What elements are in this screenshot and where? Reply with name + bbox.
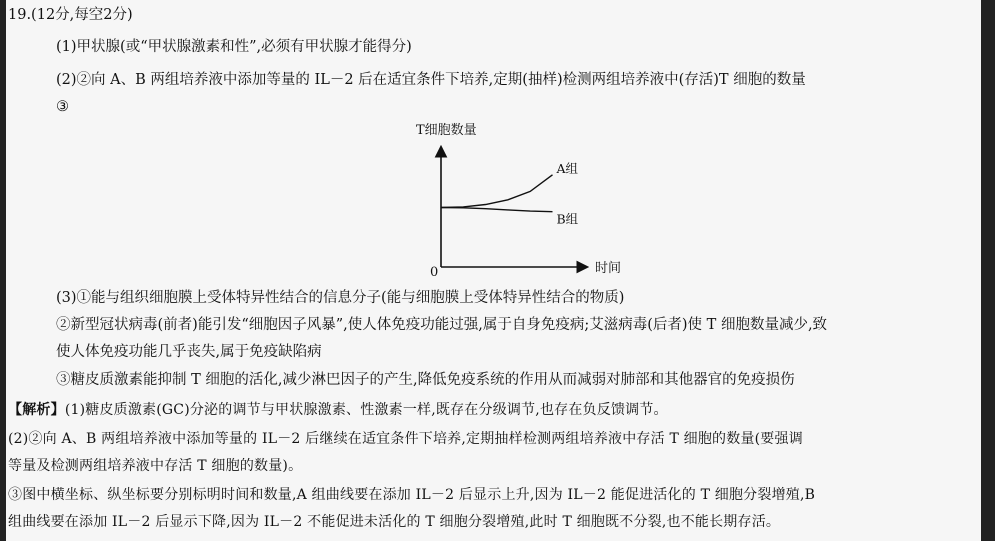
analysis-line-1 bbox=[8, 400, 668, 420]
analysis-line-3: 等量及检测两组培养液中存活 T 细胞的数量)。 bbox=[8, 458, 303, 474]
series-a-line bbox=[441, 175, 553, 208]
origin-label: 0 bbox=[430, 265, 439, 280]
analysis-line-2: (2)②向 A、B 两组培养液中添加等量的 IL－2 后继续在适宜条件下培养,定期抽样检测两组培养液中存活 T 细胞的数量(要强调 bbox=[8, 431, 803, 447]
series-a-label: A组 bbox=[556, 160, 579, 176]
analysis-line-5: 组曲线要在添加 IL－2 后显示下降,因为 IL－2 不能促进未活化的 T 细胞分裂增殖,此时 T 细胞既不分裂,也不能长期存活。 bbox=[8, 514, 781, 530]
x-axis-label: 时间 bbox=[595, 261, 622, 276]
analysis-line-4: ③图中横坐标、纵坐标要分别标明时间和数量,A 组曲线要在添加 IL－2 后显示上升,因为 IL－2 能促进活化的 T 细胞分裂增殖,B bbox=[8, 487, 816, 503]
y-axis-label: T细胞数量 bbox=[416, 123, 477, 138]
series-b-label: B组 bbox=[556, 211, 579, 227]
answer-part-3-item-3: ③糖皮质激素能抑制 T 细胞的活化,减少淋巴因子的产生,降低免疫系统的作用从而减弱对肺部和其他器官的免疫损伤 bbox=[56, 372, 795, 388]
series-b-line bbox=[441, 208, 553, 212]
t-cell-count-graph bbox=[411, 118, 641, 283]
answer-part-2-item-3-marker: ③ bbox=[56, 99, 69, 115]
analysis-text-1: (1)糖皮质激素(GC)分泌的调节与甲状腺激素、性激素一样,既存在分级调节,也存在负反馈调节。 bbox=[64, 402, 668, 418]
document-page bbox=[6, 0, 981, 541]
analysis-tag: 【解析】 bbox=[8, 402, 65, 418]
question-header: 19.(12分,每空2分) bbox=[8, 7, 133, 23]
answer-part-3-item-1: (3)①能与组织细胞膜上受体特异性结合的信息分子(能与细胞膜上受体特异性结合的物质) bbox=[56, 290, 625, 306]
answer-part-3-item-2-line-2: 使人体免疫功能几乎丧失,属于免疫缺陷病 bbox=[56, 344, 322, 360]
answer-part-3-item-2-line-1: ②新型冠状病毒(前者)能引发“细胞因子风暴”,使人体免疫功能过强,属于自身免疫病;艾滋病毒(后者)使 T 细胞数量减少,致 bbox=[56, 317, 828, 333]
answer-part-1: (1)甲状腺(或“甲状腺激素和性”,必须有甲状腺才能得分) bbox=[56, 39, 412, 55]
answer-part-2: (2)②向 A、B 两组培养液中添加等量的 IL－2 后在适宜条件下培养,定期(抽样)检测两组培养液中(存活)T 细胞的数量 bbox=[56, 72, 806, 88]
